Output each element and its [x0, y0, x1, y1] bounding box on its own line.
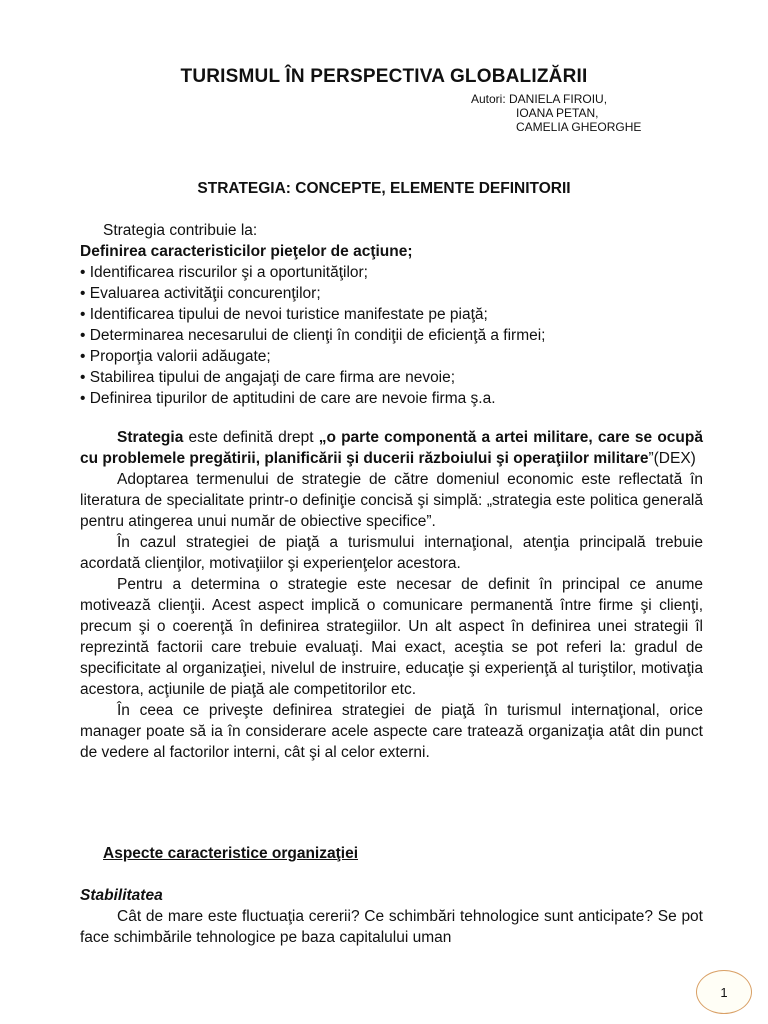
- paragraph: În cazul strategiei de piaţă a turismului internaţional, atenţia principală trebuie acordată clienţilor, motivaţiilor şi experienţelor acestora.: [80, 534, 703, 572]
- authors-block: [471, 92, 641, 134]
- main-text: [80, 427, 703, 763]
- bullet-item: • Stabilirea tipului de angajaţi de care firma are nevoie;: [80, 369, 456, 386]
- bullet-item: • Determinarea necesarului de clienţi în condiţii de eficienţă a firmei;: [80, 327, 546, 344]
- author-line: Autori: DANIELA FIROIU,: [471, 92, 608, 106]
- page-number: 1: [720, 984, 728, 1000]
- bullet-item: • Proporţia valorii adăugate;: [80, 348, 271, 365]
- page-number-badge: [696, 970, 752, 1014]
- bold-heading: Definirea caracteristicilor pieţelor de acţiune;: [80, 243, 413, 260]
- bullet-item: • Identificarea tipului de nevoi turistice manifestate pe piaţă;: [80, 306, 488, 323]
- subsection-title: Stabilitatea: [80, 887, 163, 904]
- paragraph: Adoptarea termenului de strategie de către domeniul economic este reflectată în literatura de specialitate printr-o definiţie concisă şi simplă: „strategia este politica generală pentru atingerea unui număr de obiective specifice”.: [80, 471, 703, 530]
- definition-paragraph: [80, 427, 703, 469]
- intro-line: Strategia contribuie la:: [103, 222, 258, 239]
- author-line: IOANA PETAN,: [516, 106, 599, 120]
- intro-block: [80, 220, 703, 409]
- definition-mid: este definită drept: [183, 429, 319, 446]
- subsection-block: [80, 885, 703, 948]
- paragraph: Pentru a determina o strategie este necesar de definit în principal ce anume motivează clienţii. Acest aspect implică o comunicare permanentă între firme şi clienţi, precum şi o coerenţă în definirea strategiilor. Un alt aspect în definirea unei strategii îl reprezintă factorii care trebuie evaluaţi. Mai exact, aceştia se pot referi la: gradul de specificitate al organizaţiei, nivelul de instruire, educaţie şi experienţă al turiştilor, motivaţia acestora, acţiunile de piaţă ale competitorilor etc.: [80, 576, 703, 698]
- definition-quote: „o parte componentă a artei militare, care se ocupă cu problemele pregătirii, planificării şi ducerii războiului şi operaţiilor militare: [80, 429, 703, 467]
- section-heading: Aspecte caracteristice organizaţiei: [103, 845, 359, 862]
- author-line: CAMELIA GHEORGHE: [516, 120, 642, 134]
- definition-term: Strategia: [117, 429, 184, 446]
- bullet-item: • Identificarea riscurilor şi a oportunităţilor;: [80, 264, 368, 281]
- bullet-item: • Evaluarea activităţii concurenţilor;: [80, 285, 321, 302]
- document-title: TURISMUL ÎN PERSPECTIVA GLOBALIZĂRII: [180, 66, 588, 87]
- definition-source: ”(DEX): [648, 450, 696, 467]
- paragraph: În ceea ce priveşte definirea strategiei de piaţă în turismul internaţional, orice manager poate să ia în considerare acele aspecte care tratează organizaţia atât din punct de vedere al factorilor interni, cât şi al celor externi.: [80, 702, 703, 761]
- bullet-item: • Definirea tipurilor de aptitudini de care are nevoie firma ş.a.: [80, 390, 496, 407]
- subsection-text: Cât de mare este fluctuaţia cererii? Ce schimbări tehnologice sunt anticipate? Se pot face schimbările tehnologice pe baza capitalului uman: [80, 908, 703, 946]
- section-title: STRATEGIA: CONCEPTE, ELEMENTE DEFINITORII: [197, 180, 571, 197]
